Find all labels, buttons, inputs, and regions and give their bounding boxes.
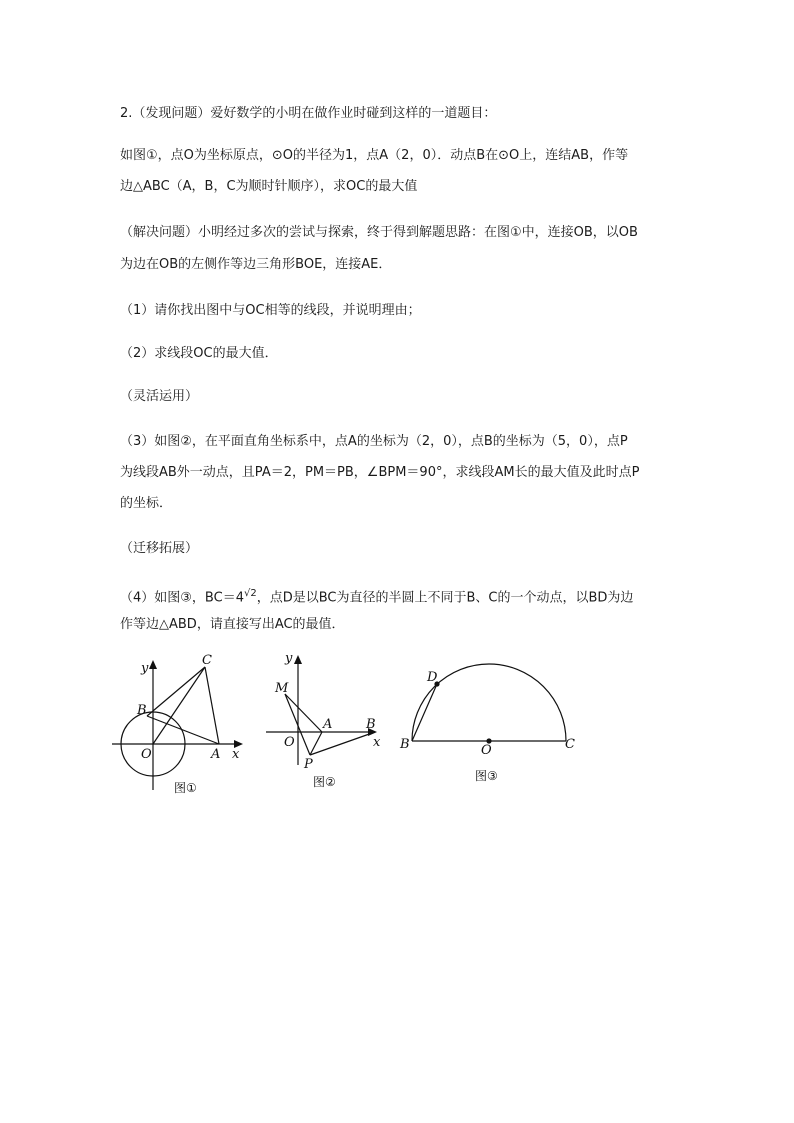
label-m: M <box>275 681 289 696</box>
question-4-line: 作等边△ABD，请直接写出AC的最值． <box>120 617 345 632</box>
label-d: D <box>427 670 438 685</box>
label-x: x <box>232 747 240 762</box>
figure-1-caption: 图① <box>174 781 197 795</box>
section-heading-flexible: （灵活运用） <box>120 389 199 404</box>
solution-text-line: 为边在OB的左侧作等边三角形BOE，连接AE． <box>120 257 392 272</box>
sqrt-expression: √2 <box>243 588 257 599</box>
question-2: （2）求线段OC的最大值． <box>120 346 278 361</box>
label-b: B <box>366 717 376 732</box>
label-a: A <box>323 717 333 732</box>
segment-ca <box>205 667 219 744</box>
label-o: O <box>284 735 295 750</box>
label-c: C <box>202 653 212 668</box>
figure-2-caption: 图② <box>313 775 336 789</box>
segment-ab <box>147 716 219 744</box>
label-o: O <box>141 747 152 762</box>
y-axis-arrow <box>149 660 157 669</box>
y-axis-arrow <box>294 655 302 664</box>
label-x: x <box>373 735 381 750</box>
label-y: y <box>285 651 293 666</box>
problem-text-line: 如图①，点O为坐标原点，⊙O的半径为1，点A（2，0）．动点B在⊙O上，连结AB，作等 <box>120 148 629 163</box>
label-a: A <box>211 747 221 762</box>
section-heading-extension: （迁移拓展） <box>120 541 199 556</box>
label-o: O <box>481 743 492 758</box>
question-3-line: 为线段AB外一动点，且PA＝2，PM＝PB，∠BPM＝90°，求线段AM长的最大值及此时点P <box>120 465 640 480</box>
label-b: B <box>137 703 147 718</box>
segment-ma <box>285 694 322 732</box>
label-p: P <box>304 757 313 772</box>
label-y: y <box>141 661 149 676</box>
question-3-line: （3）如图②，在平面直角坐标系中，点A的坐标为（2，0），点B的坐标为（5，0），点P <box>120 434 628 449</box>
segment-oc <box>153 667 205 744</box>
question-4-text-b: ，点D是以BC为直径的半圆上不同于B、C的一个动点，以BD为边 <box>256 590 634 606</box>
label-b: B <box>400 737 410 752</box>
question-4-text-a: （4）如图③，BC＝4 <box>120 590 244 606</box>
question-1: （1）请你找出图中与OC相等的线段，并说明理由； <box>120 303 421 318</box>
figure-2-drawing <box>266 655 377 765</box>
segment-bc <box>147 667 205 716</box>
question-3-line: 的坐标． <box>120 496 173 511</box>
figure-3-caption: 图③ <box>475 769 498 783</box>
problem-title-line: 2.（发现问题）爱好数学的小明在做作业时碰到这样的一道题目： <box>120 106 497 121</box>
figure-1-drawing <box>112 660 243 790</box>
solution-text-line: （解决问题）小明经过多次的尝试与探索，终于得到解题思路：在图①中，连接OB，以OB <box>120 225 638 240</box>
label-c: C <box>565 737 575 752</box>
segment-bd <box>412 684 437 741</box>
problem-text-line: 边△ABC（A，B，C为顺时针顺序），求OC的最大值 <box>120 179 418 194</box>
